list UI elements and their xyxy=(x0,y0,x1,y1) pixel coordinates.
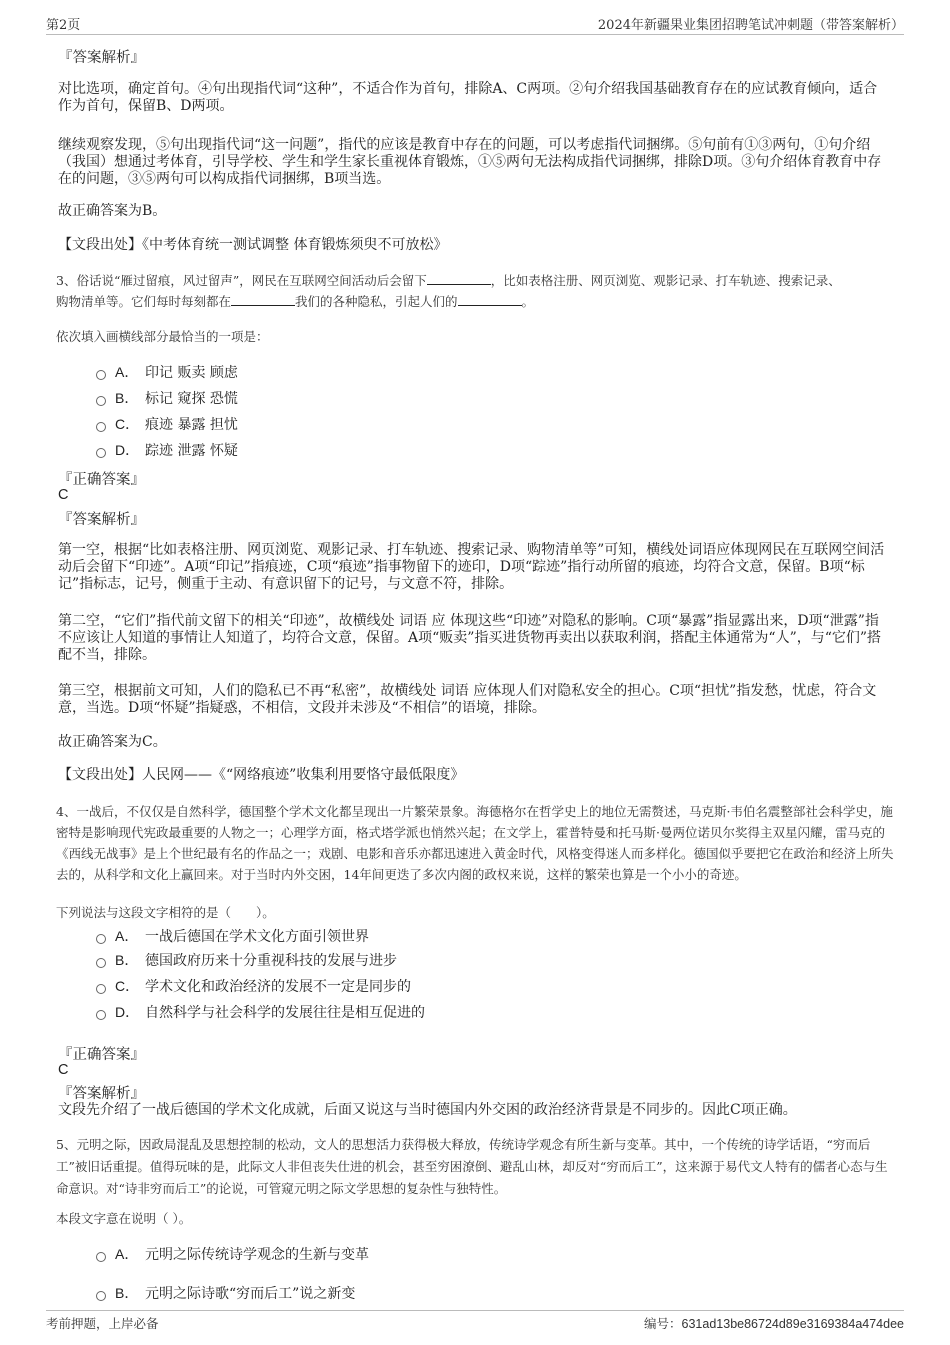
correct-answer-label: 『正确答案』 xyxy=(58,472,145,488)
analysis-paragraph: 第三空，根据前文可知，人们的隐私已不再“私密”，故横线处 词语 应体现人们对隐私安全的担心。C项“担忧”指发愁，忧虑，符合文意，当选。D项“怀疑”指疑惑，不相信，文段并未涉及“不相信”的语境，排除。 xyxy=(58,683,877,716)
option-a[interactable]: A． 印记 贩卖 顾虑 xyxy=(96,362,238,382)
analysis-label: 『答案解析』 xyxy=(58,512,145,528)
question-prompt: 依次填入画横线部分最恰当的一项是： xyxy=(56,329,269,344)
question-stem: 3、俗话说“雁过留痕，风过留声”，网民在互联网空间活动后会留下 ，比如表格注册、网页浏览、观影记录、打车轨迹、搜索记录、 购物清单等。它们每时每刻都在 我们的各种隐私，引起人们的 。 xyxy=(56,273,841,309)
analysis-paragraph: 第一空，根据“比如表格注册、网页浏览、观影记录、打车轨迹、搜索记录、购物清单等”可知，横线处词语应体现网民在互联网空间活动后会留下“印迹”。A项“印记”指痕迹，C项“痕迹”指事物留下的迹印，D项“踪迹”指行动所留的痕迹，均符合文意，保留。B项“标记”指标志，记号，侧重于主动、有意识留下的记号，与文意不符，排除。 xyxy=(58,542,885,592)
fill-blank xyxy=(458,293,522,306)
radio-icon[interactable] xyxy=(96,448,106,458)
option-a[interactable]: A． 一战后德国在学术文化方面引领世界 xyxy=(96,926,369,946)
question-stem: 5、元明之际，因政局混乱及思想控制的松动，文人的思想活力获得极大释放，传统诗学观念有所生新与变革。其中，一个传统的诗学话语，“穷而后工”被旧话重提。值得玩味的是，此际文人非但丧失仕进的机会，甚至穷困潦倒、避乱山林，却反对“穷而后工”，这来源于易代文人特有的儒者心态与生命意识。对“诗非穷而后工”的论说，可管窥元明之际文学思想的复杂性与独特性。 xyxy=(56,1137,888,1196)
analysis-conclusion: 故正确答案为B。 xyxy=(58,203,167,219)
page-header xyxy=(46,12,904,35)
radio-icon[interactable] xyxy=(96,370,106,380)
radio-icon[interactable] xyxy=(96,1010,106,1020)
correct-answer: C xyxy=(58,1062,69,1078)
radio-icon[interactable] xyxy=(96,422,106,432)
analysis-label: 『答案解析』 xyxy=(58,50,145,66)
page-footer xyxy=(46,1310,904,1335)
radio-icon[interactable] xyxy=(96,1291,106,1301)
analysis-paragraph: 第二空，“它们”指代前文留下的相关“印迹”，故横线处 词语 应 体现这些“印迹”对隐私的影响。C项“暴露”指显露出来，D项“泄露”指不应该让人知道的事情让人知道了，均符合文意，保留。A项“贩卖”指买进货物再卖出以获取利润，搭配主体通常为“人”，与“它们”搭配不当，排除。 xyxy=(58,613,882,663)
analysis-paragraph: 对比选项，确定首句。④句出现指代词“这种”，不适合作为首句，排除A、C两项。②句介绍我国基础教育存在的应试教育倾向，适合作为首句，保留B、D两项。 xyxy=(58,81,878,114)
question-prompt: 本段文字意在说明（ ）。 xyxy=(56,1211,192,1226)
correct-answer: C xyxy=(58,487,69,503)
option-b[interactable]: B． 元明之际诗歌“穷而后工”说之新变 xyxy=(96,1283,355,1303)
option-a[interactable]: A． 元明之际传统诗学观念的生新与变革 xyxy=(96,1244,369,1264)
footer-slogan: 考前押题，上岸必备 xyxy=(46,1316,159,1331)
question-prompt: 下列说法与这段文字相符的是（ ）。 xyxy=(56,905,275,920)
analysis-paragraph: 继续观察发现，⑤句出现指代词“这一问题”，指代的应该是教育中存在的问题，可以考虑指代词捆绑。⑤句前有①③两句，①句介绍（我国）想通过考体育，引导学校、学生和学生家长重视体育锻炼，①⑤两句无法构成指代词捆绑，排除D项。③句介绍体育教育中存在的问题，③⑤两句可以构成指代词捆绑，B项当选。 xyxy=(58,137,882,187)
radio-icon[interactable] xyxy=(96,934,106,944)
analysis-label: 『答案解析』 xyxy=(58,1086,145,1102)
page-number: 第2页 xyxy=(46,17,81,33)
radio-icon[interactable] xyxy=(96,396,106,406)
question-stem: 4、一战后，不仅仅是自然科学，德国整个学术文化都呈现出一片繁荣景象。海德格尔在哲学史上的地位无需赘述，马克斯·韦伯名震整部社会科学史，施密特是影响现代宪政最重要的人物之一；心理学方面，格式塔学派也悄然兴起；在文学上，霍普特曼和托马斯·曼两位诺贝尔奖得主双星闪耀，雷马克的《西线无战事》是上个世纪最有名的作品之一；戏剧、电影和音乐亦都迅速进入黄金时代，风格变得迷人而多样化。德国似乎要把它在政治和经济上所失去的，从科学和文化上赢回来。对于当时内外交困，14年间更迭了多次内阁的政权来说，这样的繁荣也算是一个小小的奇迹。 xyxy=(56,804,894,882)
option-b[interactable]: B． 标记 窥探 恐慌 xyxy=(96,388,238,408)
option-c[interactable]: C． 学术文化和政治经济的发展不一定是同步的 xyxy=(96,976,411,996)
option-c[interactable]: C． 痕迹 暴露 担忧 xyxy=(96,414,238,434)
radio-icon[interactable] xyxy=(96,984,106,994)
source-citation: 【文段出处】《中考体育统一测试调整 体育锻炼须臾不可放松》 xyxy=(58,237,448,253)
fill-blank xyxy=(427,272,491,285)
fill-blank xyxy=(231,293,295,306)
correct-answer-label: 『正确答案』 xyxy=(58,1047,145,1063)
option-d[interactable]: D． 自然科学与社会科学的发展往往是相互促进的 xyxy=(96,1002,425,1022)
option-b[interactable]: B． 德国政府历来十分重视科技的发展与进步 xyxy=(96,950,397,970)
analysis-paragraph: 文段先介绍了一战后德国的学术文化成就，后面又说这与当时德国内外交困的政治经济背景是不同步的。因此C项正确。 xyxy=(58,1102,797,1118)
document-code: 编号：631ad13be86724d89e3169384a474dee xyxy=(644,1316,904,1331)
analysis-conclusion: 故正确答案为C。 xyxy=(58,734,167,750)
radio-icon[interactable] xyxy=(96,958,106,968)
document-title: 2024年新疆果业集团招聘笔试冲刺题（带答案解析） xyxy=(597,17,904,33)
radio-icon[interactable] xyxy=(96,1252,106,1262)
source-citation: 【文段出处】人民网——《“网络痕迹”收集利用要恪守最低限度》 xyxy=(58,767,465,783)
option-d[interactable]: D． 踪迹 泄露 怀疑 xyxy=(96,440,238,460)
